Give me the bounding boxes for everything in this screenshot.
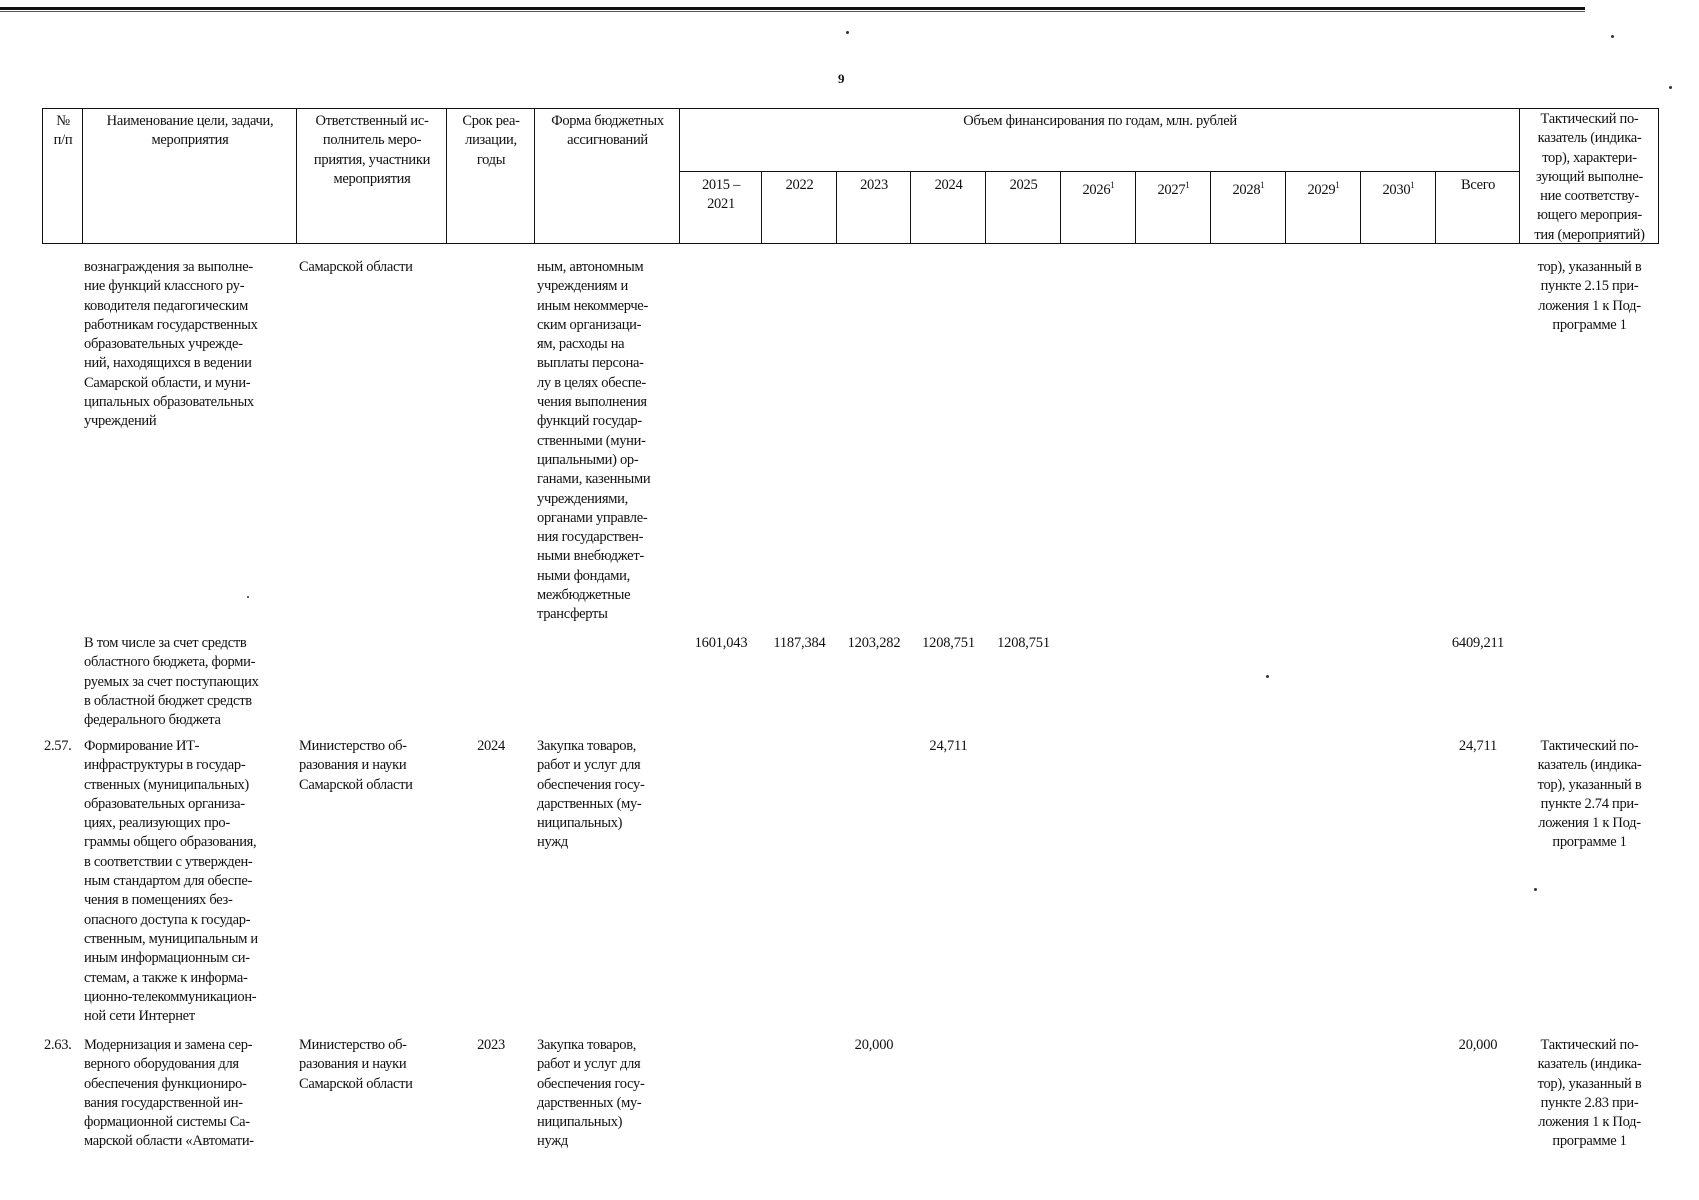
row-name: В том числе за счет средств областного бюджета, форми- руемых за счет поступающих в областной бюджет средств федерального бюджета <box>84 635 259 729</box>
header-col-number: № п/п <box>53 113 73 149</box>
header-col-responsible: Ответственный ис- полнитель меро- приятия, участники мероприятия <box>313 113 431 187</box>
row-budget-form: ным, автономным учреждениям и иным некоммерче- ским организаци- ям, расходы на выплаты персона- лу в целях обеспе- чения выполнения функций государ- ственными (муни- ципальными) ор- ганами, казенными учреждениями, органами управле- ния государствен- ными внебюджет- ными фондами, межбюджетные трансферты <box>537 259 651 623</box>
scan-speck <box>1266 675 1269 678</box>
header-year-2023: 2023 <box>860 177 888 193</box>
header-year-2025: 2025 <box>1009 177 1038 193</box>
value-total: 24,711 <box>1458 738 1498 754</box>
top-border-line <box>0 7 1585 10</box>
scan-speck <box>1669 86 1672 89</box>
header-year-2022: 2022 <box>785 177 814 193</box>
value-2015-2021: 1601,043 <box>694 635 748 651</box>
value-2022: 1187,384 <box>773 635 826 651</box>
header-col-budget-form: Форма бюджетных ассигнований <box>551 113 664 149</box>
header-year-2030: 2030$^1$ <box>1382 180 1415 198</box>
row-term: 2024 <box>477 738 505 754</box>
header-year-2015-2021: 2015 – 2021 <box>701 177 741 213</box>
header-col-term: Срок реа- лизации, годы <box>462 113 520 168</box>
value-total: 20,000 <box>1458 1037 1498 1053</box>
row-responsible: Министерство об- разования и науки Самарской области <box>299 1037 413 1092</box>
row-indicator: Тактический по- казатель (индика- тор), указанный в пункте 2.74 при- ложения 1 к Под- программе 1 <box>1537 738 1642 851</box>
scan-speck <box>846 31 849 34</box>
header-col-name: Наименование цели, задачи, мероприятия <box>106 113 274 149</box>
scan-speck <box>1534 888 1537 891</box>
header-total: Всего <box>1460 177 1496 193</box>
header-col-funding: Объем финансирования по годам, млн. рублей <box>963 113 1237 129</box>
row-name: Модернизация и замена сер- верного оборудования для обеспечения функциониро- вания государственной ин- формационной системы Са- марской области «Автомати- <box>84 1037 254 1150</box>
row-budget-form: Закупка товаров, работ и услуг для обеспечения госу- дарственных (му- ниципальных) нужд <box>537 738 645 851</box>
row-number: 2.63. <box>44 1037 72 1053</box>
row-name: Формирование ИТ- инфраструктуры в государ- ственных (муниципальных) образовательных организа- циях, реализующих про- граммы общего образования, в соответствии с утвержден- ным стандартом для обеспе- чения в помещениях без- опасного доступа к государ- ственным, муниципальным и иным информационным си- стемам, а также к информа- ционно-телекоммуникацион- ной сети Интернет <box>84 738 258 1025</box>
row-responsible: Министерство об- разования и науки Самарской области <box>299 738 413 793</box>
top-border-line-thin <box>0 11 1585 12</box>
header-year-2026: 2026$^1$ <box>1082 180 1115 198</box>
row-term: 2023 <box>477 1037 505 1053</box>
value-2023: 20,000 <box>854 1037 894 1053</box>
row-indicator: Тактический по- казатель (индика- тор), указанный в пункте 2.83 при- ложения 1 к Под- программе 1 <box>1537 1037 1642 1150</box>
value-2025: 1208,751 <box>997 635 1050 651</box>
value-2024: 24,711 <box>929 738 968 754</box>
row-budget-form: Закупка товаров, работ и услуг для обеспечения госу- дарственных (му- ниципальных) нужд <box>537 1037 645 1150</box>
header-col-indicator: Тактический по- казатель (индика- тор), характери- зующий выполне- ние соответству- ющего мероприя- тия (мероприятий) <box>1534 111 1645 243</box>
header-year-2028: 2028$^1$ <box>1232 180 1265 198</box>
row-number: 2.57. <box>44 738 72 754</box>
value-total: 6409,211 <box>1451 635 1505 651</box>
row-indicator: тор), указанный в пункте 2.15 при- ложения 1 к Под- программе 1 <box>1537 259 1642 333</box>
header-year-2024: 2024 <box>934 177 963 193</box>
row-responsible: Самарской области <box>299 259 413 275</box>
header-year-2029: 2029$^1$ <box>1307 180 1340 198</box>
scan-speck <box>1611 35 1614 38</box>
scan-speck <box>247 596 249 598</box>
page-number: 9 <box>838 71 845 86</box>
row-name: вознаграждения за выполне- ние функций классного ру- ководителя педагогическим работникам государственных образовательных учрежде- ний, находящихся в ведении Самарской области, и муни- ципальных образовательных учреждений <box>84 259 258 430</box>
value-2024: 1208,751 <box>922 635 975 651</box>
header-year-2027: 2027$^1$ <box>1157 180 1190 198</box>
value-2023: 1203,282 <box>847 635 901 651</box>
